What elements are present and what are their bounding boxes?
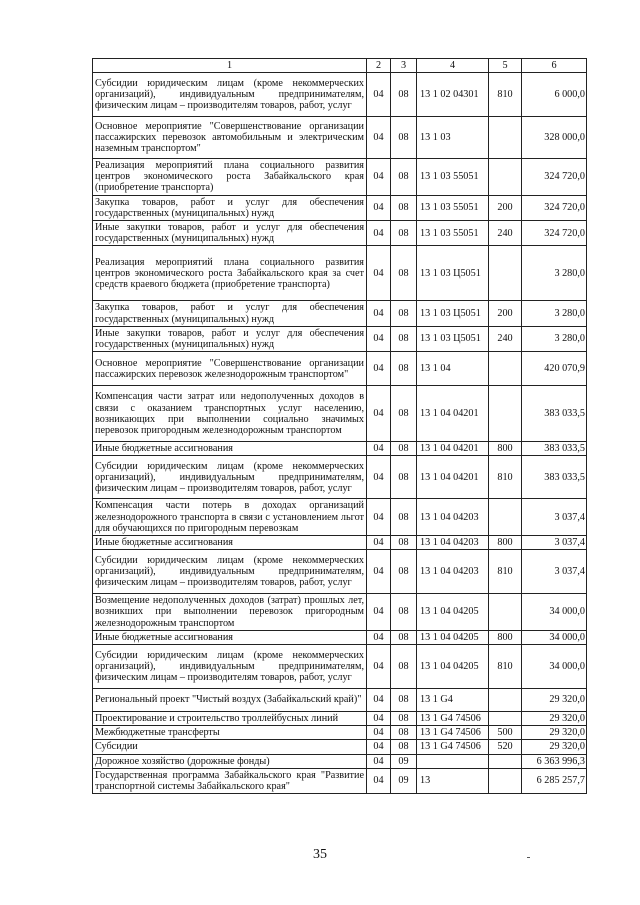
row-target-code: 13 1 G4 74506 (417, 740, 489, 754)
row-target-code: 13 1 04 04201 (417, 456, 489, 499)
table-row (93, 689, 587, 712)
row-amount: 29 320,0 (522, 740, 587, 754)
row-amount: 328 000,0 (522, 117, 587, 159)
table-row (93, 594, 587, 631)
row-expense-type: 810 (489, 550, 522, 594)
header-cell-6: 6 (522, 59, 587, 73)
row-target-code: 13 1 03 55051 (417, 221, 489, 246)
row-subsection: 08 (391, 645, 417, 689)
table-row (93, 550, 587, 594)
row-amount: 29 320,0 (522, 712, 587, 726)
row-subsection: 08 (391, 301, 417, 326)
row-expense-type (489, 117, 522, 159)
table-row (93, 630, 587, 644)
row-subsection: 08 (391, 726, 417, 740)
row-subsection: 08 (391, 712, 417, 726)
row-section: 04 (367, 159, 391, 196)
row-expense-type (489, 754, 522, 768)
row-description: Компенсация части затрат или недополученных доходов в связи с оказанием транспортных услуг населению, возникающих при выполнении социально значимых перевозок пригородным железнодорожным транспортом (93, 386, 367, 442)
row-section: 04 (367, 301, 391, 326)
row-description: Реализация мероприятий плана социального развития центров экономического роста Забайкальского края (приобретение транспорта) (93, 159, 367, 196)
row-amount: 6 000,0 (522, 73, 587, 117)
row-description: Субсидии (93, 740, 367, 754)
row-amount: 383 033,5 (522, 456, 587, 499)
row-target-code: 13 1 04 04201 (417, 442, 489, 456)
row-section: 04 (367, 768, 391, 793)
row-description: Иные закупки товаров, работ и услуг для обеспечения государственных (муниципальных) нужд (93, 221, 367, 246)
row-expense-type (489, 689, 522, 712)
row-target-code: 13 1 04 04203 (417, 550, 489, 594)
row-amount: 324 720,0 (522, 159, 587, 196)
row-target-code: 13 (417, 768, 489, 793)
row-target-code: 13 1 03 55051 (417, 159, 489, 196)
table-row (93, 740, 587, 754)
table-row (93, 159, 587, 196)
table-row (93, 768, 587, 793)
row-amount: 6 363 996,3 (522, 754, 587, 768)
row-subsection: 08 (391, 740, 417, 754)
row-expense-type: 500 (489, 726, 522, 740)
row-description: Закупка товаров, работ и услуг для обеспечения государственных (муниципальных) нужд (93, 301, 367, 326)
row-expense-type (489, 594, 522, 631)
row-amount: 3 280,0 (522, 246, 587, 301)
row-expense-type (489, 159, 522, 196)
table-row (93, 301, 587, 326)
row-expense-type: 800 (489, 442, 522, 456)
row-description: Межбюджетные трансферты (93, 726, 367, 740)
row-section: 04 (367, 754, 391, 768)
table-row (93, 246, 587, 301)
row-amount: 324 720,0 (522, 195, 587, 220)
row-section: 04 (367, 536, 391, 550)
header-cell-1: 1 (93, 59, 367, 73)
table-row (93, 754, 587, 768)
row-target-code: 13 1 04 04201 (417, 386, 489, 442)
row-amount: 3 037,4 (522, 536, 587, 550)
table-row (93, 117, 587, 159)
header-cell-5: 5 (489, 59, 522, 73)
row-section: 04 (367, 726, 391, 740)
row-section: 04 (367, 221, 391, 246)
row-amount: 3 037,4 (522, 499, 587, 536)
row-expense-type: 240 (489, 326, 522, 351)
row-expense-type: 810 (489, 73, 522, 117)
row-subsection: 08 (391, 246, 417, 301)
table-row (93, 536, 587, 550)
row-expense-type: 810 (489, 645, 522, 689)
row-section: 04 (367, 117, 391, 159)
row-section: 04 (367, 712, 391, 726)
row-amount: 383 033,5 (522, 386, 587, 442)
row-description: Закупка товаров, работ и услуг для обеспечения государственных (муниципальных) нужд (93, 195, 367, 220)
row-subsection: 08 (391, 73, 417, 117)
table-row (93, 442, 587, 456)
row-description: Возмещение недополученных доходов (затрат) прошлых лет, возникших при выполнении перевозок пригородным железнодорожным транспортом (93, 594, 367, 631)
row-description: Иные бюджетные ассигнования (93, 630, 367, 644)
table-row (93, 221, 587, 246)
table-row (93, 73, 587, 117)
row-amount: 3 037,4 (522, 550, 587, 594)
row-subsection: 08 (391, 117, 417, 159)
row-section: 04 (367, 456, 391, 499)
row-expense-type (489, 768, 522, 793)
row-target-code: 13 1 03 Ц5051 (417, 301, 489, 326)
table-header-row (93, 59, 587, 73)
row-expense-type (489, 352, 522, 386)
row-amount: 383 033,5 (522, 442, 587, 456)
row-section: 04 (367, 352, 391, 386)
table-row (93, 352, 587, 386)
row-description: Иные бюджетные ассигнования (93, 536, 367, 550)
row-amount: 34 000,0 (522, 645, 587, 689)
row-amount: 324 720,0 (522, 221, 587, 246)
row-description: Компенсация части потерь в доходах организаций железнодорожного транспорта в связи с установлением льгот для обучающихся по пригородным перевозкам (93, 499, 367, 536)
row-expense-type: 200 (489, 195, 522, 220)
table-row (93, 499, 587, 536)
row-section: 04 (367, 499, 391, 536)
row-subsection: 08 (391, 550, 417, 594)
row-description: Субсидии юридическим лицам (кроме некоммерческих организаций), индивидуальным предпринимателям, физическим лицам – производителям товаров, работ, услуг (93, 550, 367, 594)
row-subsection: 08 (391, 499, 417, 536)
row-section: 04 (367, 550, 391, 594)
header-cell-3: 3 (391, 59, 417, 73)
row-target-code: 13 1 G4 74506 (417, 712, 489, 726)
row-amount: 3 280,0 (522, 301, 587, 326)
row-target-code: 13 1 03 Ц5051 (417, 326, 489, 351)
row-target-code: 13 1 G4 74506 (417, 726, 489, 740)
row-description: Иные закупки товаров, работ и услуг для обеспечения государственных (муниципальных) нужд (93, 326, 367, 351)
row-subsection: 08 (391, 221, 417, 246)
row-expense-type (489, 499, 522, 536)
row-subsection: 08 (391, 594, 417, 631)
scan-dot (527, 857, 530, 858)
row-amount: 420 070,9 (522, 352, 587, 386)
row-target-code: 13 1 04 04203 (417, 536, 489, 550)
row-description: Субсидии юридическим лицам (кроме некоммерческих организаций), индивидуальным предпринимателям, физическим лицам – производителям товаров, работ, услуг (93, 456, 367, 499)
row-subsection: 08 (391, 689, 417, 712)
row-expense-type: 240 (489, 221, 522, 246)
row-expense-type: 810 (489, 456, 522, 499)
row-amount: 34 000,0 (522, 630, 587, 644)
row-amount: 3 280,0 (522, 326, 587, 351)
row-section: 04 (367, 246, 391, 301)
row-description: Региональный проект "Чистый воздух (Забайкальский край)" (93, 689, 367, 712)
row-subsection: 08 (391, 386, 417, 442)
row-expense-type (489, 712, 522, 726)
table-row (93, 386, 587, 442)
row-section: 04 (367, 689, 391, 712)
table-row (93, 726, 587, 740)
table-row (93, 326, 587, 351)
row-subsection: 09 (391, 754, 417, 768)
row-amount: 6 285 257,7 (522, 768, 587, 793)
row-section: 04 (367, 594, 391, 631)
row-amount: 29 320,0 (522, 726, 587, 740)
table-row (93, 645, 587, 689)
row-subsection: 08 (391, 456, 417, 499)
row-section: 04 (367, 73, 391, 117)
table-row (93, 712, 587, 726)
row-expense-type: 200 (489, 301, 522, 326)
header-cell-2: 2 (367, 59, 391, 73)
row-subsection: 08 (391, 630, 417, 644)
row-expense-type: 800 (489, 630, 522, 644)
table-row (93, 195, 587, 220)
row-description: Основное мероприятие "Совершенствование организации пассажирских перевозок автомобильным и электрическим наземным транспортом" (93, 117, 367, 159)
row-target-code: 13 1 04 04205 (417, 630, 489, 644)
row-target-code: 13 1 04 04205 (417, 594, 489, 631)
row-section: 04 (367, 386, 391, 442)
row-description: Субсидии юридическим лицам (кроме некоммерческих организаций), индивидуальным предпринимателям, физическим лицам – производителям товаров, работ, услуг (93, 645, 367, 689)
row-amount: 29 320,0 (522, 689, 587, 712)
row-target-code (417, 754, 489, 768)
row-subsection: 08 (391, 326, 417, 351)
row-expense-type: 520 (489, 740, 522, 754)
page-number: 35 (313, 847, 327, 862)
row-target-code: 13 1 02 04301 (417, 73, 489, 117)
row-section: 04 (367, 630, 391, 644)
row-expense-type: 800 (489, 536, 522, 550)
row-subsection: 09 (391, 768, 417, 793)
row-target-code: 13 1 03 55051 (417, 195, 489, 220)
row-description: Государственная программа Забайкальского края "Развитие транспортной системы Забайкальского края" (93, 768, 367, 793)
row-target-code: 13 1 04 04205 (417, 645, 489, 689)
table-row (93, 456, 587, 499)
row-target-code: 13 1 04 04203 (417, 499, 489, 536)
row-description: Субсидии юридическим лицам (кроме некоммерческих организаций), индивидуальным предпринимателям, физическим лицам – производителям товаров, работ, услуг (93, 73, 367, 117)
row-subsection: 08 (391, 195, 417, 220)
header-cell-4: 4 (417, 59, 489, 73)
row-target-code: 13 1 04 (417, 352, 489, 386)
row-section: 04 (367, 195, 391, 220)
row-subsection: 08 (391, 159, 417, 196)
row-expense-type (489, 386, 522, 442)
row-section: 04 (367, 326, 391, 351)
row-target-code: 13 1 G4 (417, 689, 489, 712)
row-target-code: 13 1 03 Ц5051 (417, 246, 489, 301)
row-section: 04 (367, 740, 391, 754)
row-subsection: 08 (391, 442, 417, 456)
row-description: Проектирование и строительство троллейбусных линий (93, 712, 367, 726)
row-section: 04 (367, 442, 391, 456)
budget-table (92, 58, 587, 794)
row-description: Иные бюджетные ассигнования (93, 442, 367, 456)
row-target-code: 13 1 03 (417, 117, 489, 159)
row-section: 04 (367, 645, 391, 689)
row-amount: 34 000,0 (522, 594, 587, 631)
row-description: Основное мероприятие "Совершенствование организации пассажирских перевозок железнодорожным транспортом" (93, 352, 367, 386)
row-description: Реализация мероприятий плана социального развития центров экономического роста Забайкальского края за счет средств краевого бюджета (приобретение транспорта) (93, 246, 367, 301)
row-subsection: 08 (391, 536, 417, 550)
row-expense-type (489, 246, 522, 301)
row-subsection: 08 (391, 352, 417, 386)
row-description: Дорожное хозяйство (дорожные фонды) (93, 754, 367, 768)
